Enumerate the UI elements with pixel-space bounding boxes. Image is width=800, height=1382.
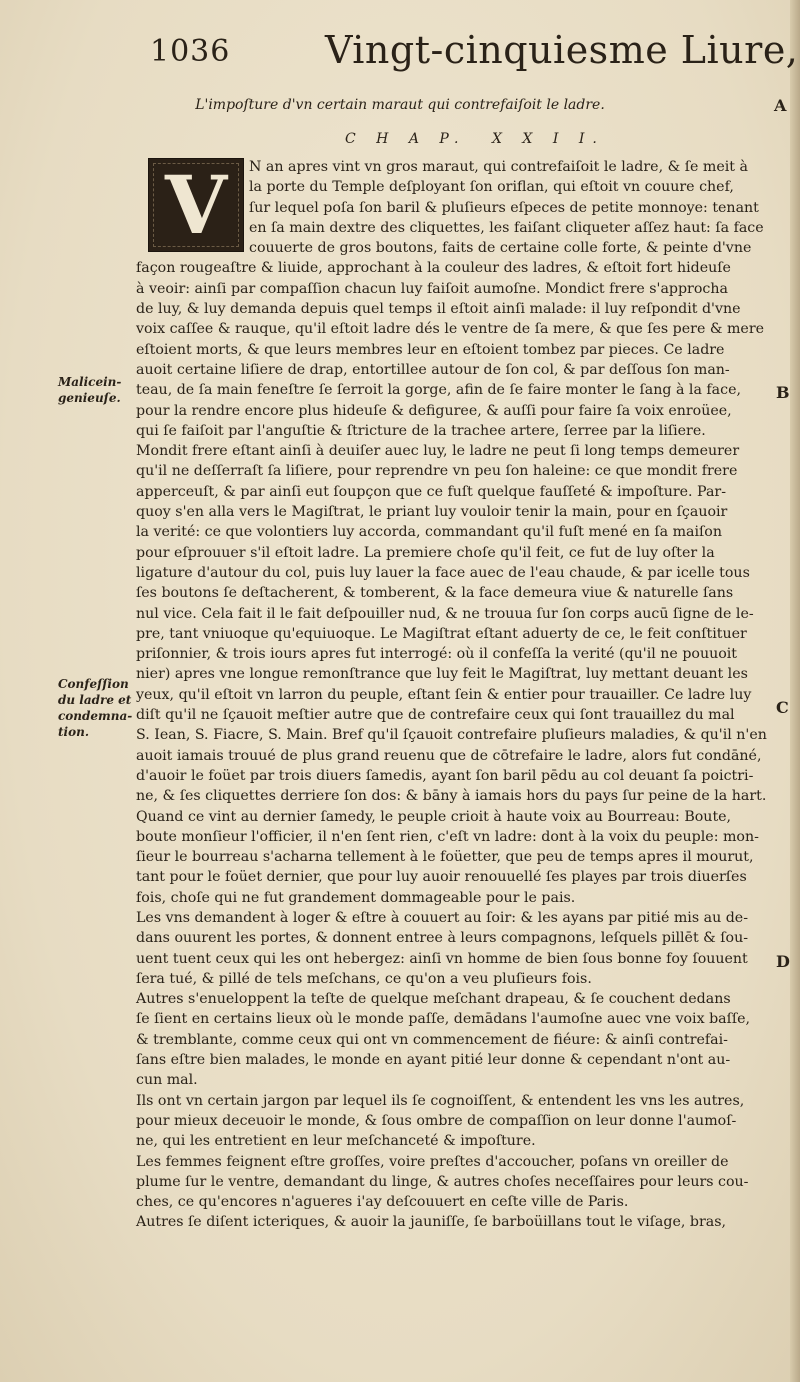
text-line: quoy s'en alla vers le Magiſtrat, le priant luy vouloir tenir la main, pour en ſçauoir <box>136 504 728 521</box>
chapter-number: X X I I. <box>492 131 605 147</box>
section-mark-b: B <box>776 383 790 402</box>
page-edge <box>790 0 800 1382</box>
text-line: nul vice. Cela fait il le fait deſpouiller nud, & ne trouua ſur ſon corps aucū ſigne de le- <box>136 605 754 622</box>
text-line: pour eſprouuer s'il eſtoit ladre. La premiere choſe qu'il feit, ce fut de luy oſter la <box>136 544 715 561</box>
running-title: Vingt-cinquiesme Liure, <box>325 28 799 72</box>
text-line: S. Iean, S. Fiacre, S. Main. Bref qu'il ſçauoit contrefaire pluſieurs maladies, & qu'il n'en <box>136 727 767 744</box>
text-line: fois, choſe qui ne fut grandement dommageable pour le pais. <box>136 889 576 906</box>
text-line: qu'il ne deſſerraſt ſa liſiere, pour reprendre vn peu ſon haleine: ce que mondit frere <box>136 463 738 480</box>
text-line: ne, qui les entretient en leur meſchanceté & impoſture. <box>136 1133 536 1150</box>
text-line: diſt qu'il ne ſçauoit meſtier autre que de contrefaire ceux qui ſont trauaillez du mal <box>136 707 735 724</box>
text-line: eſtoient morts, & que leurs membres leur en eſtoient tombez par pieces. Ce ladre <box>136 341 725 358</box>
text-line: auoit certaine liſiere de drap, entortillee autour de ſon col, & par deſſous ſon man- <box>136 361 730 378</box>
text-line: plume ſur le ventre, demandant du linge, & autres choſes neceſſaires pour leurs cou- <box>136 1173 749 1190</box>
text-line: Autres ſe diſent icteriques, & auoir la jauniſſe, ſe barboüillans tout le viſage, bras, <box>136 1214 726 1231</box>
page-number: 1036 <box>150 34 231 69</box>
text-line: uent tuent ceux qui les ont hebergez: ainſi vn homme de bien ſous bonne foy ſouuent <box>136 950 748 967</box>
text-line: teau, de ſa main feneſtre ſe ſerroit la gorge, afin de ſe faire monter le ſang à la face, <box>136 382 741 399</box>
chapter-label: C H A P. <box>345 131 467 147</box>
text-line: façon rougeaſtre & liuide, approchant à la couleur des ladres, & eſtoit fort hideuſe <box>136 260 731 277</box>
text-line: Mondit frere eſtant ainſi à deuiſer auec luy, le ladre ne peut ſi long temps demeurer <box>136 443 740 460</box>
text-line: auoit iamais trouué de plus grand reuenu que de cōtrefaire le ladre, alors fut condāné, <box>136 747 762 764</box>
text-line: N an apres vint vn gros maraut, qui contrefaiſoit le ladre, & ſe meit à <box>249 159 748 175</box>
text-line: Les vns demandent à loger & eſtre à couuert au ſoir: & les ayans par pitié mis au de- <box>136 909 749 926</box>
text-line: ligature d'autour du col, puis luy lauer la face auec de l'eau chaude, & par icelle tous <box>136 564 750 581</box>
text-line: ſes boutons ſe deſtacherent, & tomberent, & la face demeura viue & naturelle ſans <box>136 585 734 602</box>
text-line: la verité: ce que volontiers luy accorda, commandant qu'il fuſt mené en ſa maiſon <box>136 524 722 541</box>
section-mark-a: A <box>774 96 787 115</box>
text-line: la porte du Temple deſployant ſon oriflan, qui eſtoit vn couure chef, <box>249 179 734 196</box>
text-line: pour mieux deceuoir le monde, & ſous ombre de compaſſion on leur donne l'aumoſ- <box>136 1112 737 1129</box>
text-line: ſans eſtre bien malades, le monde en ayant pitié leur donne & cependant n'ont au- <box>136 1052 731 1069</box>
text-line: pre, tant vniuoque qu'equiuoque. Le Magiſtrat eſtant aduerty de ce, le feit conſtituer <box>136 625 747 642</box>
text-line: couuerte de gros boutons, faits de certaine colle forte, & peinte d'vne <box>249 240 752 257</box>
section-mark-c: C <box>776 698 789 717</box>
text-line: ches, ce qu'encores n'agueres i'ay deſcouuert en ceſte ville de Paris. <box>136 1194 629 1211</box>
text-line: voix caſſee & rauque, qu'il eſtoit ladre dés le ventre de ſa mere, & que ſes pere & mere <box>136 321 765 338</box>
text-line: cun mal. <box>136 1072 198 1089</box>
text-line: ſieur le bourreau s'acharna tellement à le foüetter, que peu de temps apres il mourut, <box>136 849 754 866</box>
text-line: pour la rendre encore plus hideuſe & defiguree, & auſſi pour faire ſa voix enroüee, <box>136 402 732 419</box>
chapter-subtitle: L'impoſture d'vn certain maraut qui contrefaiſoit le ladre. <box>195 97 605 113</box>
text-line: Les femmes feignent eſtre groſſes, voire preſtes d'accoucher, poſans vn oreiller de <box>136 1153 729 1170</box>
text-line: qui ſe faiſoit par l'anguſtie & ſtricture de la trachee artere, ſerree par la liſiere. <box>136 422 706 439</box>
text-line: tant pour le foüet dernier, que pour luy auoir renouuellé ſes playes par trois diuerſes <box>136 869 747 886</box>
margin-note-confession: Confeſſion du ladre et condemna- tion. <box>58 677 133 739</box>
text-line: yeux, qu'il eſtoit vn larron du peuple, eſtant ſein & entier pour trauailler. Ce ladre luy <box>136 686 752 703</box>
text-line: ſur lequel poſa ſon baril & pluſieurs eſpeces de petite monnoye: tenant <box>249 199 759 216</box>
text-line: ne, & ſes cliquettes derriere ſon dos: & bāny à iamais hors du pays ſur peine de la hart. <box>136 788 767 805</box>
page-header <box>150 28 799 88</box>
initial-letter: V <box>164 158 228 252</box>
text-line: Ils ont vn certain jargon par lequel ils ſe cognoiſſent, & entendent les vns les autres, <box>136 1092 745 1109</box>
text-line: en ſa main dextre des cliquettes, les faiſant cliqueter aſſez haut: ſa face <box>249 219 764 236</box>
text-line: de luy, & luy demanda depuis quel temps il eſtoit ainſi malade: il luy reſpondit d'vne <box>136 301 741 318</box>
text-line: ſera tué, & pillé de tels meſchans, ce qu'on a veu pluſieurs fois. <box>136 970 592 987</box>
text-line: dans ouurent les portes, & donnent entree à leurs compagnons, leſquels pillēt & ſou- <box>136 930 749 947</box>
text-line: d'auoir le foüet par trois diuers ſamedis, ayant ſon baril pēdu au col deuant ſa poictri- <box>136 767 754 784</box>
margin-note-malice: Malicein- genieuſe. <box>58 375 122 405</box>
section-mark-d: D <box>776 952 790 971</box>
text-line: & tremblante, comme ceux qui ont vn commencement de fiéure: & ainſi contrefai- <box>136 1031 728 1048</box>
text-line: ſe ſient en certains lieux où le monde paſſe, demādans l'aumoſne auec vne voix baſſe, <box>136 1011 751 1028</box>
text-line: apperceuſt, & par ainſi eut ſoupçon que ce fuſt quelque fauſſeté & impoſture. Par- <box>136 483 726 500</box>
text-line: Quand ce vint au dernier ſamedy, le peuple crioit à haute voix au Bourreau: Boute, <box>136 808 732 825</box>
body-text <box>136 157 766 1233</box>
text-line: boute monſieur l'officier, il n'en ſent rien, c'eſt vn ladre: dont à la voix du peuple: mon- <box>136 828 759 845</box>
text-line: Autres s'enueloppent la teſte de quelque meſchant drapeau, & ſe couchent dedans <box>136 991 731 1008</box>
text-line: priſonnier, & trois iours apres fut interrogé: où il confeſſa la verité (qu'il ne pouuoit <box>136 646 737 663</box>
text-line: nier) apres vne longue remonſtrance que luy feit le Magiſtrat, luy mettant deuant les <box>136 666 748 683</box>
text-line: à veoir: ainſi par compaſſion chacun luy faiſoit aumoſne. Mondict frere s'approcha <box>136 280 728 297</box>
